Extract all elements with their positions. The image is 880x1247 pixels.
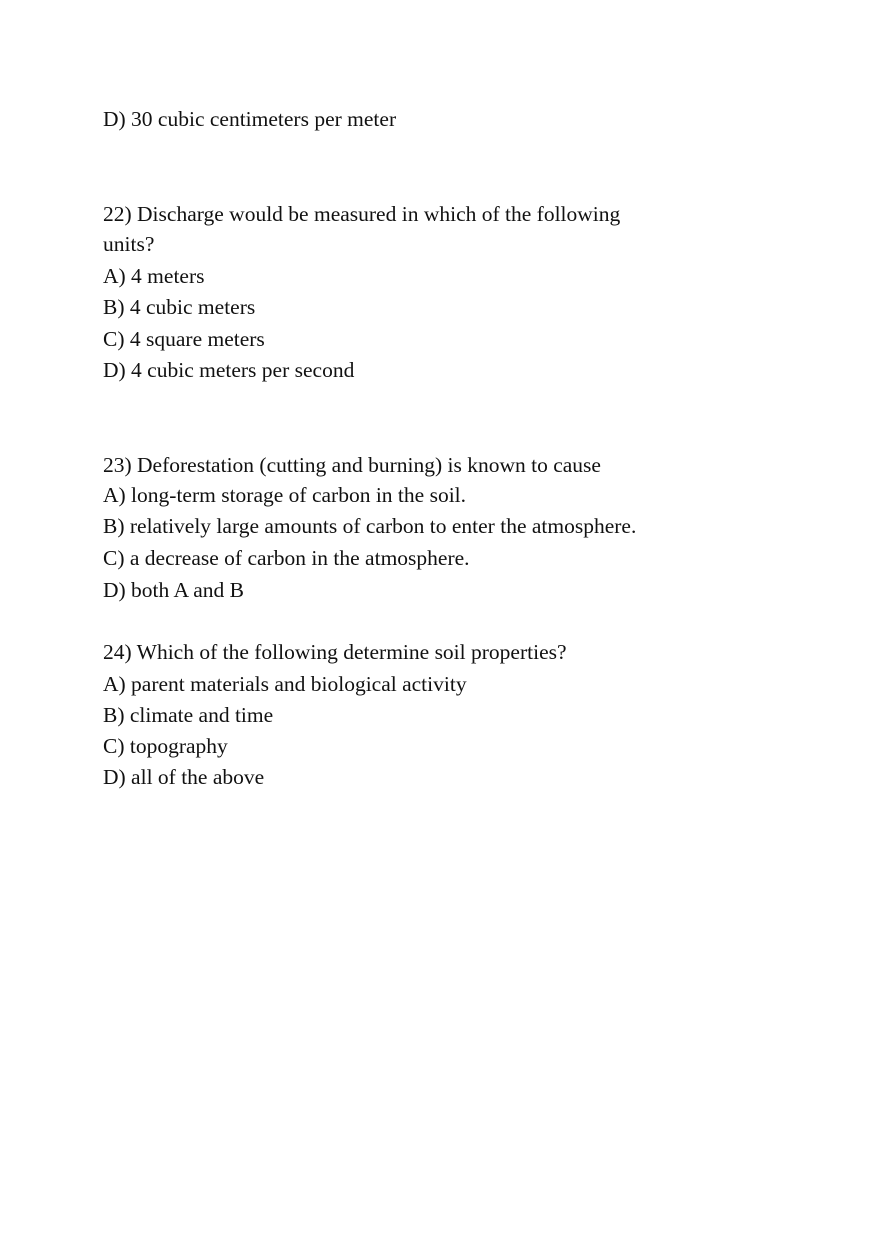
q24-stem-line1: 24) Which of the following determine soil properties? <box>103 640 567 664</box>
q22-option-a: A) 4 meters <box>103 264 205 288</box>
q22-option-b: B) 4 cubic meters <box>103 295 256 319</box>
q23-option-a: A) long-term storage of carbon in the soil. <box>103 483 467 507</box>
q22-stem-line2: units? <box>103 232 155 256</box>
q23-stem-line1: 23) Deforestation (cutting and burning) is known to cause <box>103 453 601 477</box>
q22-stem-line1: 22) Discharge would be measured in which of the following <box>103 202 621 226</box>
q24-option-b: B) climate and time <box>103 703 274 727</box>
q21-option-d: D) 30 cubic centimeters per meter <box>103 107 397 131</box>
q24-option-a: A) parent materials and biological activity <box>103 672 467 696</box>
q22-option-c: C) 4 square meters <box>103 327 265 351</box>
q24-option-d: D) all of the above <box>103 765 265 789</box>
q23-option-b: B) relatively large amounts of carbon to enter the atmosphere. <box>103 514 637 538</box>
q23-option-c: C) a decrease of carbon in the atmosphere. <box>103 546 470 570</box>
q22-option-d: D) 4 cubic meters per second <box>103 358 355 382</box>
q24-option-c: C) topography <box>103 734 228 758</box>
q23-option-d: D) both A and B <box>103 578 244 602</box>
